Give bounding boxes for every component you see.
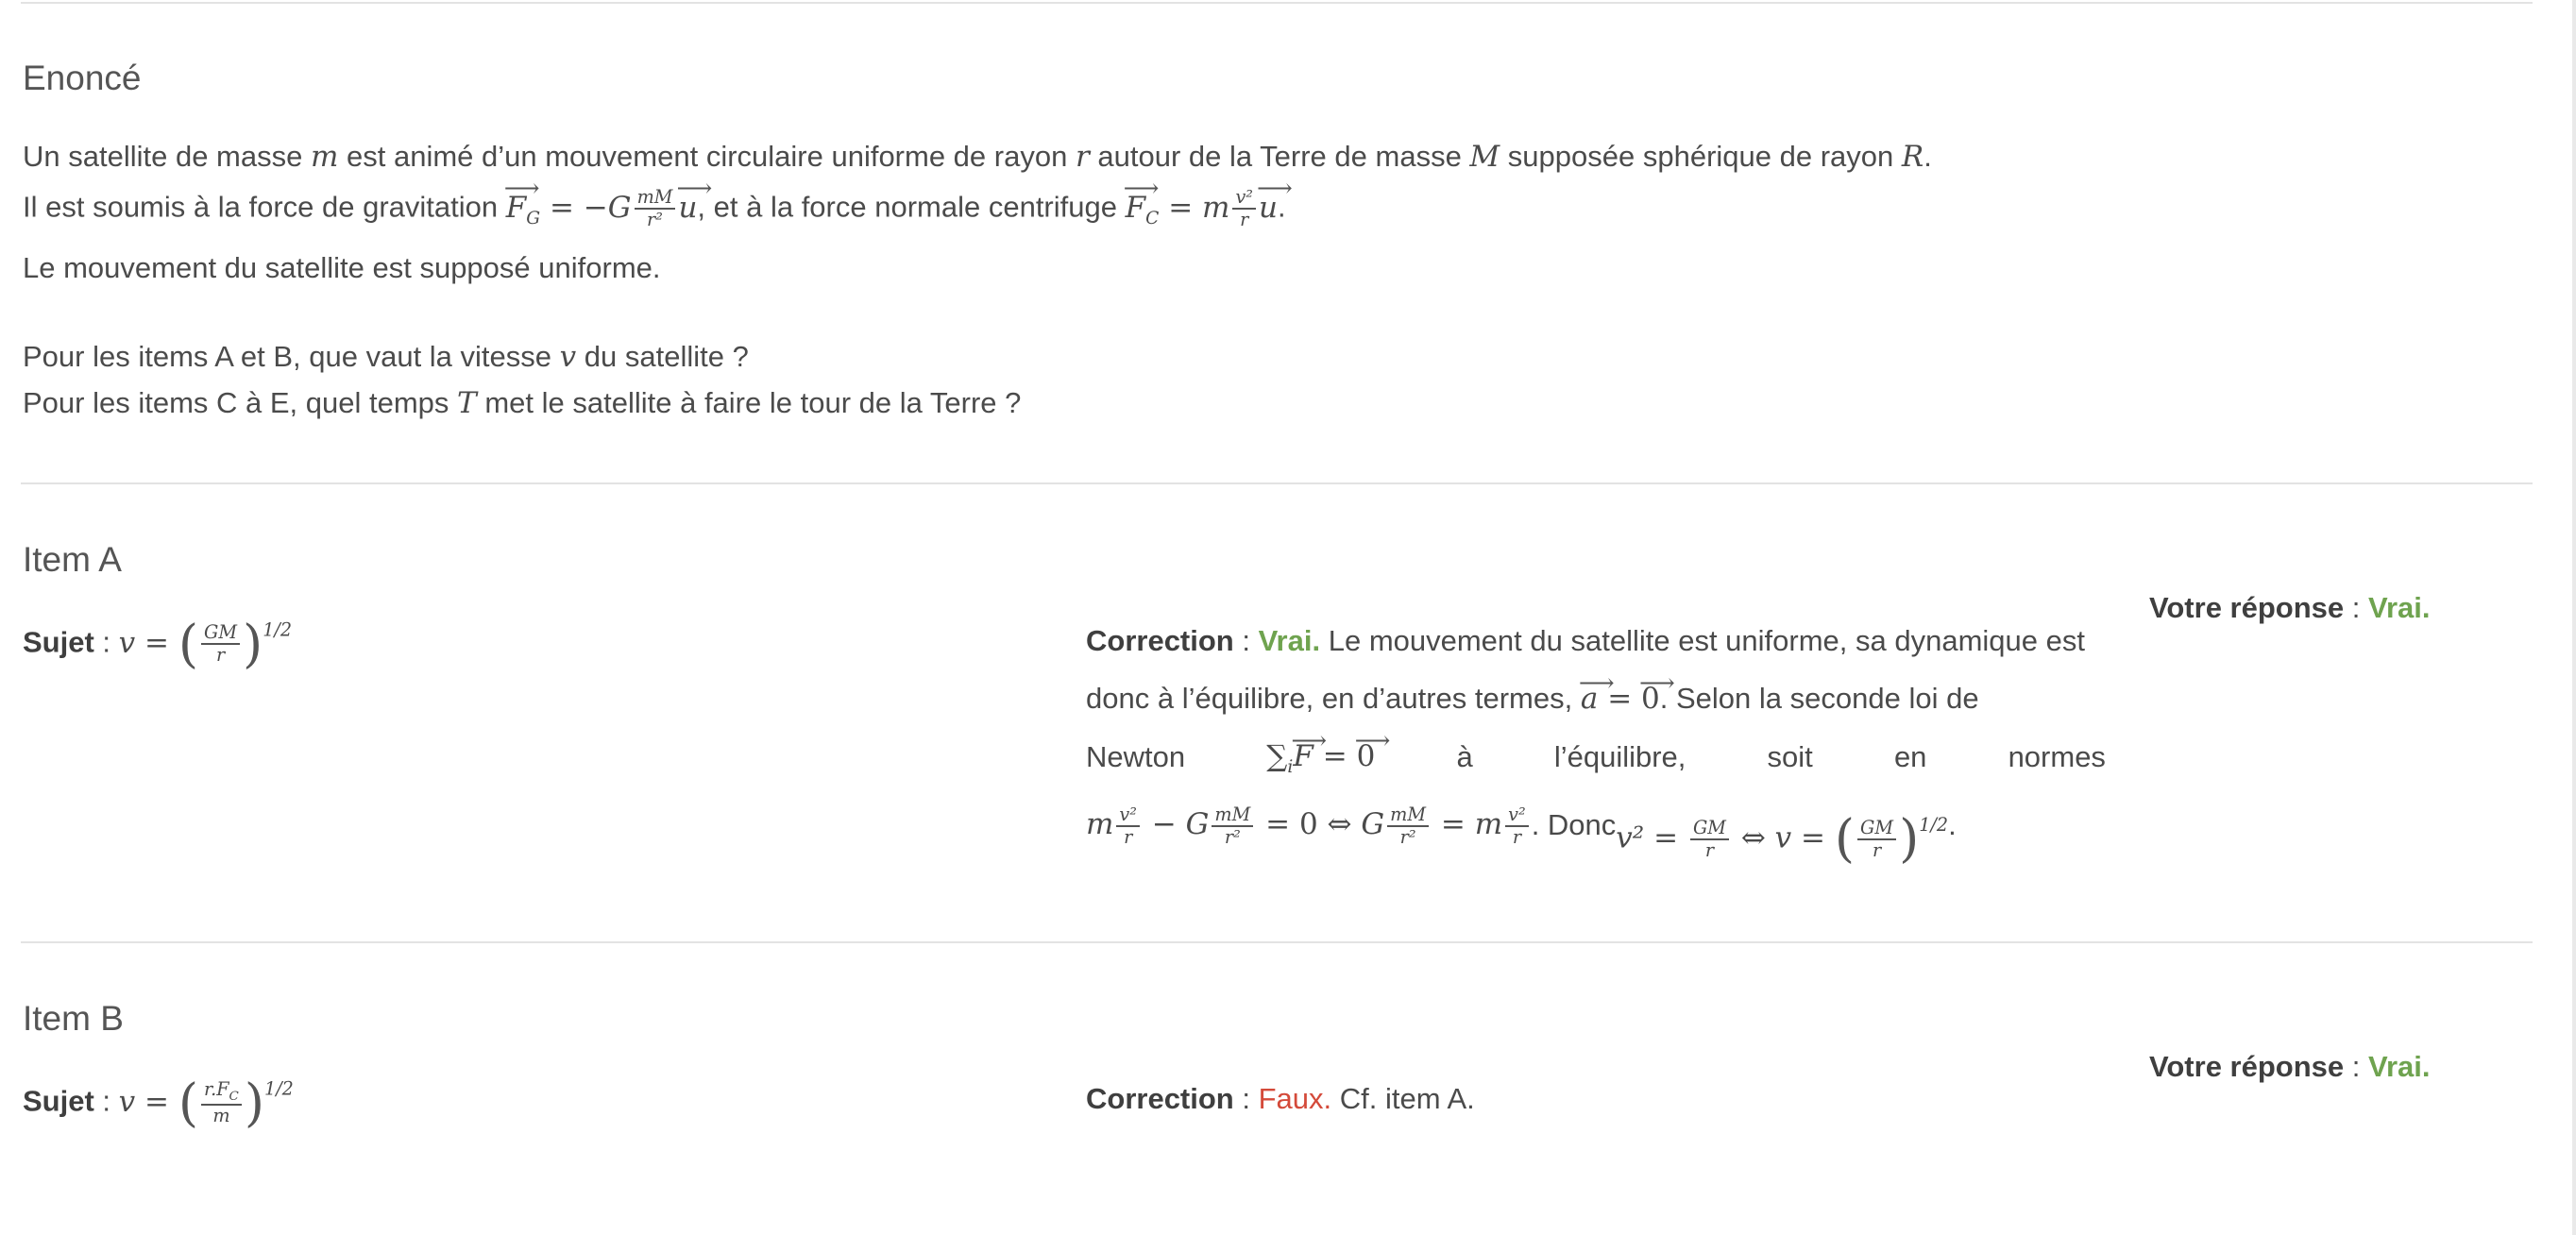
item-b-reponse: Votre réponse : Vrai. bbox=[2149, 1050, 2431, 1083]
item-b-sujet: Sujet : v = ( $\frac{r.F_C}{m}$ )$^{1/2}$ bbox=[23, 1073, 294, 1132]
math-sum-forces: $\sum_i⟶$ F = ⟶ 0 bbox=[1266, 728, 1375, 796]
enonce-line-1: Un satellite de masse m est animé d’un mouvement circulaire uniforme de rayon r autour de la Terre de masse M supposée sphérique de rayon R. bbox=[23, 140, 1932, 174]
math-m: m bbox=[310, 140, 339, 174]
item-a-reponse: Votre réponse : Vrai. bbox=[2149, 591, 2431, 624]
math-M: M bbox=[1469, 140, 1500, 174]
item-a-sujet: Sujet : v = ( $\frac{GM}{r}$ )$^{1/2}$ bbox=[23, 614, 293, 673]
enonce-line-3: Le mouvement du satellite est supposé uniforme. bbox=[23, 251, 661, 284]
item-b-correction: Correction : Faux. Cf. item A. bbox=[1086, 1082, 1475, 1115]
math-equilibrium: m $\frac{\text{v²}}{r}$ − G $\frac{mM}{\text{r²}}$ = 0 ⇔ G $\frac{mM}{\text{r²}}$ = m $\frac{\text{v²}}{r}$ bbox=[1086, 796, 1532, 867]
math-a-equals-zero: ⟶ a = ⟶ 0 bbox=[1581, 682, 1660, 716]
top-divider bbox=[21, 2, 2533, 4]
math-R: R bbox=[1901, 140, 1924, 174]
item-a-title: Item A bbox=[23, 540, 122, 579]
divider-itema-itemb bbox=[21, 941, 2533, 943]
scrollbar-track[interactable] bbox=[2572, 0, 2576, 1235]
item-a-verdict: Vrai. bbox=[1258, 624, 1321, 657]
math-result: v² = $\frac{GM}{r}$ ⇔ v = ( $\frac{GM}{r}$ )$^{1/2}$ bbox=[1616, 808, 1949, 869]
math-r: r bbox=[1075, 140, 1090, 174]
divider-enonce-itema bbox=[21, 482, 2533, 484]
item-b-reponse-value: Vrai. bbox=[2368, 1050, 2431, 1083]
math-force-centrifuge: ⟶ $F_C = m$ $\frac{\text{v²}}{r}$ ⟶ u bbox=[1126, 191, 1278, 225]
enonce-line-2: Il est soumis à la force de gravitation ⟶ $F_G = -G$ $\frac{mM}{\text{r²}}$ ⟶ u, et à la force normale centrifuge ⟶ $F_C = m$ $\frac{\text{v²}}{r}$ ⟶ u. bbox=[23, 187, 1286, 230]
item-a-correction: Correction : Vrai. Le mouvement du satellite est uniforme, sa dynamique est donc à l’équilibre, en d’autres termes, ⟶ a = ⟶ 0. Selon la seconde loi de Newton $\sum_i⟶$ F = ⟶ 0 à l’équilibre, soit en normes m $\frac{\text{v²}}{r}$ − G $\frac{mM}{\text{r²}}$ = 0 ⇔ G $\frac{mM}{\text{r²}}$ = m $\frac{\text{v²}}{r}$ . Donc v² = $\frac{GM}{r}$ ⇔ v = ( $\frac{GM}{r}$ )$^{1/2}$ . bbox=[1086, 612, 2106, 867]
enonce-line-4: Pour les items A et B, que vaut la vitesse v du satellite ? bbox=[23, 340, 749, 374]
item-b-verdict: Faux. bbox=[1258, 1082, 1332, 1115]
math-T: T bbox=[457, 386, 477, 420]
enonce-title: Enoncé bbox=[23, 59, 142, 97]
item-b-sujet-formula: v = ( $\frac{r.F_C}{m}$ )$^{1/2}$ bbox=[118, 1073, 294, 1132]
item-b-title: Item B bbox=[23, 999, 124, 1038]
enonce-line-5: Pour les items C à E, quel temps T met le satellite à faire le tour de la Terre ? bbox=[23, 386, 1022, 420]
math-v: v bbox=[559, 340, 577, 374]
math-force-gravitation: ⟶ $F_G = -G$ $\frac{mM}{\text{r²}}$ ⟶ u bbox=[506, 191, 698, 225]
item-a-sujet-formula: v = ( $\frac{GM}{r}$ )$^{1/2}$ bbox=[118, 614, 293, 673]
item-a-reponse-value: Vrai. bbox=[2368, 591, 2431, 624]
